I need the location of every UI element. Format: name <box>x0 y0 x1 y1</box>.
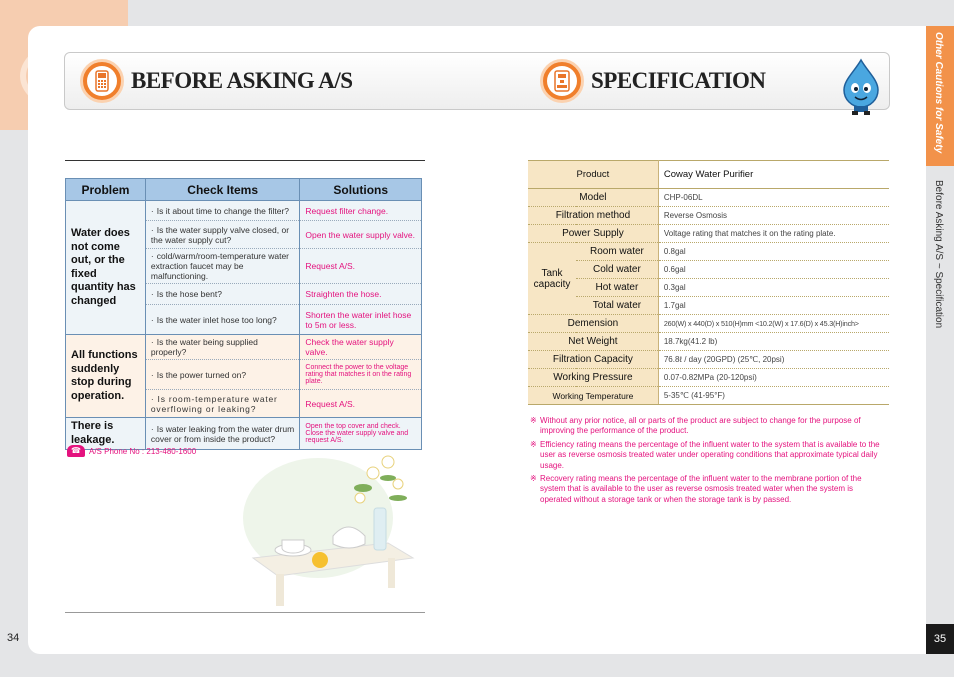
spec-value: CHP-06DL <box>658 189 889 207</box>
spec-label: Filtration method <box>528 207 658 225</box>
solution-item: Check the water supply valve. <box>300 335 422 360</box>
spec-row <box>528 243 889 261</box>
spec-label: Filtration Capacity <box>528 351 658 369</box>
spec-label: Demension <box>528 315 658 333</box>
spec-row <box>528 279 889 297</box>
spec-label: Total water <box>576 297 658 315</box>
spec-row <box>528 315 889 333</box>
spec-label: Product <box>528 161 658 189</box>
spec-row <box>528 387 889 405</box>
spec-label: Power Supply <box>528 225 658 243</box>
column-header-check-items: Check Items <box>145 179 300 201</box>
check-item: · Is the power turned on? <box>145 360 300 390</box>
note-item: ※ Efficiency rating means the percentage of the influent water to the system that is available to the user as reverse osmosis treated water under operating conditions that approximate typical daily usage. <box>530 440 880 471</box>
phone-icon <box>80 59 124 103</box>
spec-row <box>528 261 889 279</box>
spec-row <box>528 333 889 351</box>
check-item: · Is it about time to change the filter? <box>145 201 300 221</box>
spec-value: 0.8gal <box>658 243 889 261</box>
solution-item: Straighten the hose. <box>300 284 422 305</box>
problem-cell: There is leakage. <box>66 418 146 450</box>
spec-value: 0.6gal <box>658 261 889 279</box>
tank-capacity-label: Tank capacity <box>528 243 576 315</box>
solution-item: Connect the power to the voltage rating that matches it on the rating plate. <box>300 360 422 390</box>
spec-row <box>528 351 889 369</box>
table-row <box>66 201 422 221</box>
spec-value: 0.07-0.82MPa (20-120psi) <box>658 369 889 387</box>
spec-value: 76.8ℓ / day (20GPD) (25℃, 20psi) <box>658 351 889 369</box>
problem-cell: Water does not come out, or the fixed quantity has changed <box>66 201 146 335</box>
specification-title: SPECIFICATION <box>591 68 766 93</box>
solution-item: Request filter change. <box>300 201 422 221</box>
spec-value: 18.7kg(41.2 lb) <box>658 333 889 351</box>
problem-table <box>65 178 422 450</box>
solution-item: Request A/S. <box>300 249 422 284</box>
as-phone-number <box>67 445 196 457</box>
spec-label: Working Temperature <box>528 387 658 405</box>
solution-item: Request A/S. <box>300 390 422 418</box>
table-row <box>66 335 422 360</box>
before-asking-title: BEFORE ASKING A/S <box>131 68 353 93</box>
telephone-icon: ☎ <box>67 445 85 457</box>
spec-value: 0.3gal <box>658 279 889 297</box>
spec-value: Coway Water Purifier <box>658 161 889 189</box>
tea-table-illustration <box>238 448 418 608</box>
check-item: · Is room-temperature water overflowing or leaking? <box>145 390 300 418</box>
spec-row-product <box>528 161 889 189</box>
spec-label: Cold water <box>576 261 658 279</box>
spec-label: Model <box>528 189 658 207</box>
spec-value: Reverse Osmosis <box>658 207 889 225</box>
page-number-right: 35 <box>926 624 954 654</box>
check-item: · Is the water being supplied properly? <box>145 335 300 360</box>
check-item: · Is water leaking from the water drum cover or from inside the product? <box>145 418 300 450</box>
spec-value: 5-35℃ (41-95°F) <box>658 387 889 405</box>
spec-label: Working Pressure <box>528 369 658 387</box>
check-item: · Is the water inlet hose too long? <box>145 305 300 335</box>
spec-label: Net Weight <box>528 333 658 351</box>
check-item: · Is the water supply valve closed, or the water supply cut? <box>145 221 300 249</box>
left-bottom-rule <box>65 612 425 613</box>
spec-row <box>528 297 889 315</box>
note-item: ※ Recovery rating means the percentage of the influent water to the membrane portion of the system that is available to the user as reverse osmosis treated water when the system is operated without a storage tank or when the storage tank is by passed. <box>530 474 880 505</box>
solution-item: Shorten the water inlet hose to 5m or less. <box>300 305 422 335</box>
spec-row <box>528 369 889 387</box>
specification-table <box>528 160 889 405</box>
left-top-rule <box>65 160 425 161</box>
problem-cell: All functions suddenly stop during operation. <box>66 335 146 418</box>
spec-value: 1.7gal <box>658 297 889 315</box>
spec-value: 260(W) x 440(D) x 510(H)mm <10.2(W) x 17.6(D) x 45.3(H)inch> <box>658 315 889 333</box>
solution-item: Open the water supply valve. <box>300 221 422 249</box>
spec-row <box>528 225 889 243</box>
solution-item: Open the top cover and check. Close the water supply valve and request A/S. <box>300 418 422 450</box>
column-header-problem: Problem <box>66 179 146 201</box>
side-tab-label-safety: Other Cautions for Safety <box>933 32 944 154</box>
water-drop-mascot <box>838 58 884 116</box>
side-tab-label-chapter: Before Asking A/S ~ Specification <box>933 180 944 329</box>
check-item: · Is the hose bent? <box>145 284 300 305</box>
as-phone-label: A/S Phone No : 213-480-1600 <box>89 446 197 456</box>
spec-value: Voltage rating that matches it on the rating plate. <box>658 225 889 243</box>
note-item: ※ Without any prior notice, all or parts of the product are subject to change for the purpose of improving the performance of the product. <box>530 416 880 437</box>
page-number-left: 34 <box>7 632 20 644</box>
spec-row <box>528 207 889 225</box>
water-purifier-icon <box>540 59 584 103</box>
column-header-solutions: Solutions <box>300 179 422 201</box>
spec-notes <box>530 416 880 508</box>
spec-label: Room water <box>576 243 658 261</box>
spec-label: Hot water <box>576 279 658 297</box>
check-item: · cold/warm/room-temperature water extraction faucet may be malfunctioning. <box>145 249 300 284</box>
spec-row <box>528 189 889 207</box>
